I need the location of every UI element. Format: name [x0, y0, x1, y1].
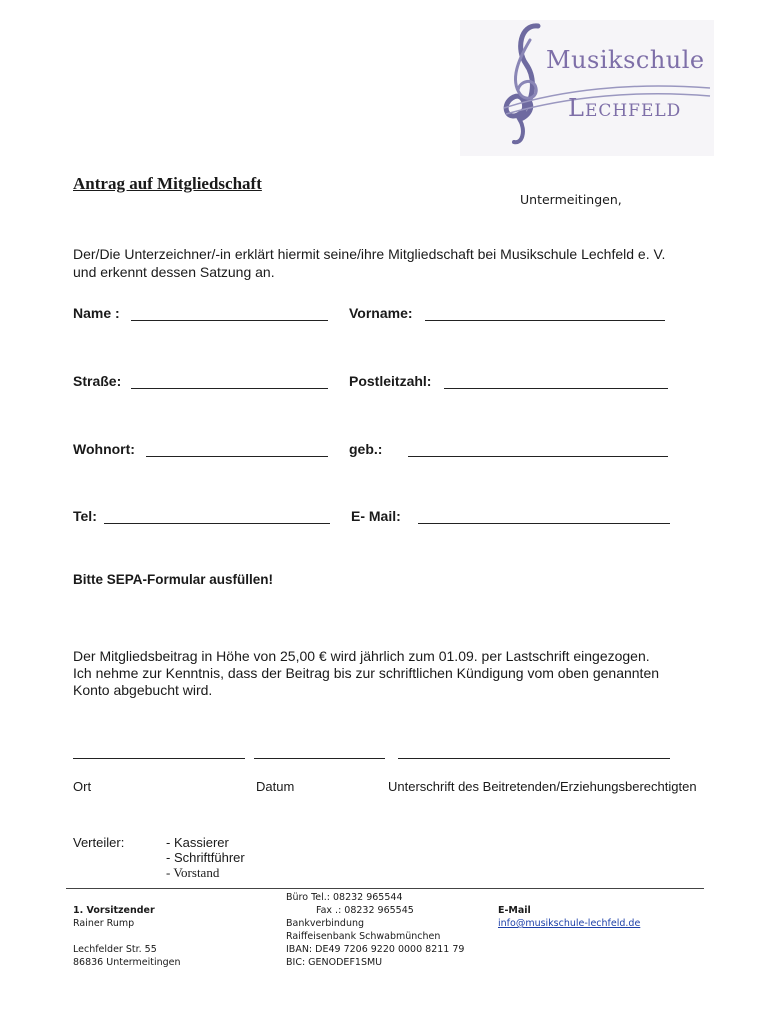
geb-field[interactable] — [408, 456, 668, 457]
distribution-item: - Schriftführer — [166, 850, 245, 865]
email-heading: E-Mail — [498, 905, 531, 916]
name-field[interactable] — [131, 320, 328, 321]
footer-address — [73, 943, 181, 969]
ort-label: Ort — [73, 779, 92, 794]
strasse-label: Straße: — [73, 373, 122, 389]
wohnort-label: Wohnort: — [73, 441, 135, 457]
footer-fax: Fax .: 08232 965545 — [316, 905, 414, 916]
footer-bank-label: Bankverbindung — [286, 918, 365, 929]
footer-chair — [73, 904, 155, 930]
postleitzahl-field[interactable] — [444, 388, 668, 389]
footer-city: 86836 Untermeitingen — [73, 957, 181, 968]
wohnort-field[interactable] — [146, 456, 328, 457]
signature-field[interactable] — [398, 758, 670, 759]
chair-name: Rainer Rump — [73, 918, 135, 929]
tel-label: Tel: — [73, 508, 97, 524]
datum-label: Datum — [256, 779, 295, 794]
footer-email — [498, 904, 640, 930]
page-title: Antrag auf Mitgliedschaft — [73, 174, 262, 193]
name-label: Name : — [73, 305, 120, 321]
email-label: E- Mail: — [351, 508, 401, 524]
tel-field[interactable] — [104, 523, 330, 524]
distribution-item: - Vorstand — [166, 865, 220, 880]
footer-divider — [66, 888, 704, 889]
postleitzahl-label: Postleitzahl: — [349, 373, 432, 389]
chair-title: 1. Vorsitzender — [73, 905, 155, 916]
intro-line-2: und erkennt dessen Satzung an. — [73, 264, 275, 280]
signature-label: Unterschrift des Beitretenden/Erziehungsberechtigten — [388, 779, 697, 794]
footer-bank-name: Raiffeisenbank Schwabmünchen — [286, 931, 441, 942]
sepa-note: Bitte SEPA-Formular ausfüllen! — [73, 572, 274, 587]
distribution-list — [166, 835, 245, 880]
footer-bic: BIC: GENODEF1SMU — [286, 957, 383, 968]
fee-text — [73, 648, 693, 699]
place-label: Untermeitingen, — [520, 192, 622, 207]
email-field[interactable] — [418, 523, 670, 524]
logo-text-line1: Musikschule — [546, 46, 705, 74]
datum-field[interactable] — [254, 758, 385, 759]
logo-text-line2: Lechfeld — [568, 94, 682, 122]
vorname-field[interactable] — [425, 320, 665, 321]
footer-street: Lechfelder Str. 55 — [73, 944, 157, 955]
ort-field[interactable] — [73, 758, 245, 759]
geb-label: geb.: — [349, 441, 383, 457]
vorname-label: Vorname: — [349, 305, 413, 321]
footer-iban: IBAN: DE49 7206 9220 0000 8211 79 — [286, 944, 465, 955]
intro-text — [73, 245, 693, 281]
fee-line-1: Der Mitgliedsbeitrag in Höhe von 25,00 € wird jährlich zum 01.09. per Lastschrift eingezogen. — [73, 648, 650, 664]
fee-line-3: Konto abgebucht wird. — [73, 682, 213, 698]
treble-clef-icon — [460, 20, 714, 156]
musikschule-logo — [460, 20, 714, 156]
verteiler-label: Verteiler: — [73, 835, 125, 850]
email-link[interactable]: info@musikschule-lechfeld.de — [498, 918, 641, 929]
footer-contact-bank — [286, 891, 464, 969]
distribution-item: - Kassierer — [166, 835, 229, 850]
intro-line-1: Der/Die Unterzeichner/-in erklärt hiermit seine/ihre Mitgliedschaft bei Musikschule Lechfeld e. V. — [73, 246, 666, 262]
strasse-field[interactable] — [131, 388, 328, 389]
fee-line-2: Ich nehme zur Kenntnis, dass der Beitrag bis zur schriftlichen Kündigung vom oben genannten — [73, 665, 660, 681]
footer-tel: Büro Tel.: 08232 965544 — [286, 892, 403, 903]
